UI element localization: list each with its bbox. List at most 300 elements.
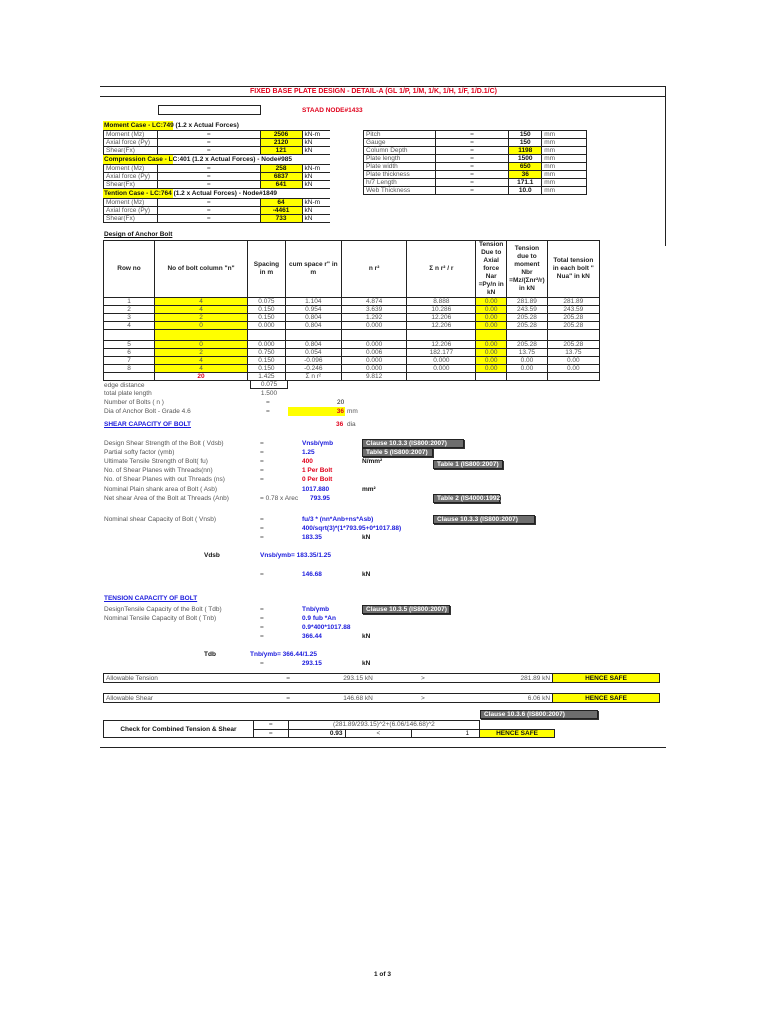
bolt-cell: 182.177 xyxy=(407,349,476,357)
shear-line-label: No. of Shear Planes with Threads(nn) xyxy=(104,467,213,474)
bolt-table-row xyxy=(104,330,600,341)
plate-prop-eq: = xyxy=(435,131,508,139)
bolt-cell: 0.000 xyxy=(341,341,407,349)
step-eq: = xyxy=(260,624,264,631)
force-row xyxy=(104,181,331,189)
bolt-count-value: 20 xyxy=(337,399,345,406)
bolt-cell: 0.000 xyxy=(341,365,407,373)
edge-distance-value: 0.075 xyxy=(250,381,288,389)
combined-eq2: = xyxy=(253,729,288,738)
bolt-cell: 8 xyxy=(104,365,155,373)
vdsb-formula: Vnsb/ymb= 183.35/1.25 xyxy=(260,552,332,559)
design-tensile-value: Tnb/γmb xyxy=(302,606,330,613)
edge-distance-label: edge distance xyxy=(104,382,145,389)
plate-prop-label: Gauge xyxy=(364,139,436,147)
bolt-cell: 0.000 xyxy=(341,322,407,330)
page-number: 1 of 3 xyxy=(374,971,391,978)
bolt-col-header: Spacing in m xyxy=(248,241,286,298)
plate-prop-label: h/7 Length xyxy=(364,179,436,187)
force-row xyxy=(104,199,331,207)
nominal-shear-label: Nominal shear Capacity of Bolt ( Vnsb) xyxy=(104,516,216,523)
step-eq: = xyxy=(260,525,264,532)
vdsb-value: 146.68 xyxy=(302,571,322,578)
check-result: HENCE SAFE xyxy=(553,674,660,683)
force-case-table xyxy=(103,164,330,189)
bolt-col-header: Row no xyxy=(104,241,155,298)
bolt-cell xyxy=(407,373,476,381)
shear-line-eq: = xyxy=(260,449,264,456)
bolt-cell: 0.00 xyxy=(476,365,507,373)
bolt-cell: 10.286 xyxy=(407,306,476,314)
plate-prop-unit: mm xyxy=(542,171,587,179)
bolt-cell: 2 xyxy=(155,349,248,357)
plate-length-value: 1.500 xyxy=(260,390,278,397)
force-case-title: Compression Case - LC:401 (1.2 x Actual Forces) - Node#985 xyxy=(103,155,333,164)
combined-result: HENCE SAFE xyxy=(480,729,555,738)
bolt-dia-label: Dia of Anchor Bolt - Grade 4.6 xyxy=(104,408,191,415)
bolt-cell: 0.00 xyxy=(547,365,599,373)
bolt-cell: 3 xyxy=(104,314,155,322)
plate-prop-unit: mm xyxy=(542,147,587,155)
bolt-cell: 205.28 xyxy=(547,314,599,322)
bolt-cell xyxy=(104,330,155,341)
force-unit: kN xyxy=(302,139,330,147)
plate-prop-value: 1198 xyxy=(509,147,542,155)
bolt-table-row xyxy=(104,322,600,330)
check-actual: 281.89 kN xyxy=(453,674,553,683)
bolt-cell: 243.59 xyxy=(547,306,599,314)
bolt-table-row xyxy=(104,341,600,349)
bolt-cell xyxy=(507,373,548,381)
bolt-cell: 0 xyxy=(155,322,248,330)
bolt-dia-eq: = xyxy=(266,408,270,415)
plate-properties-table xyxy=(363,130,587,195)
plate-prop-value: 10.0 xyxy=(509,187,542,195)
bolt-table-row xyxy=(104,306,600,314)
shear-line-eq: = xyxy=(260,440,264,447)
plate-prop-label: Web Thickness xyxy=(364,187,436,195)
vdsb-label: Vdsb xyxy=(204,552,220,559)
plate-prop-value: 1500 xyxy=(509,155,542,163)
force-eq: = xyxy=(157,215,260,223)
bolt-cell: 1.104 xyxy=(285,298,341,306)
tdb-formula: Tnb/ymb= 366.44/1.25 xyxy=(250,651,318,658)
combined-clause: Clause 10.3.6 (IS800:2007) xyxy=(480,710,598,719)
nominal-shear-clause: Clause 10.3.3 (IS800:2007) xyxy=(433,515,535,524)
force-unit: kN-m xyxy=(302,199,330,207)
shear-line-value: 0 Per Bolt xyxy=(302,476,333,483)
check-label: Allowable Shear xyxy=(104,694,254,703)
anchor-bolt-heading: Design of Anchor Bolt xyxy=(104,231,173,238)
shear-dia-unit: dia xyxy=(347,421,356,428)
shear-heading: SHEAR CAPACITY OF BOLT xyxy=(104,421,192,428)
plate-prop-unit: mm xyxy=(542,131,587,139)
bolt-cell: 0.000 xyxy=(248,322,286,330)
bolt-cell: 0.00 xyxy=(507,357,548,365)
force-label: Shear(Fx) xyxy=(104,147,158,155)
shear-line-value: 1 Per Bolt xyxy=(302,467,333,474)
bolt-cell: 0.00 xyxy=(476,314,507,322)
force-cases-table xyxy=(103,121,333,223)
bolt-cell: 9.812 xyxy=(341,373,407,381)
force-eq: = xyxy=(157,165,260,173)
bolt-cell: 20 xyxy=(155,373,248,381)
bolt-cell: 4 xyxy=(155,298,248,306)
bolt-table-row xyxy=(104,373,600,381)
force-label: Moment (Mz) xyxy=(104,199,158,207)
plate-prop-row xyxy=(364,147,587,155)
force-eq: = xyxy=(157,199,260,207)
combined-value: 0.93 xyxy=(288,729,345,738)
bolt-col-header: Σ n r² / r xyxy=(407,241,476,298)
plate-prop-eq: = xyxy=(435,179,508,187)
check-label: Allowable Tension xyxy=(104,674,254,683)
shear-line-clause: Table 2 (IS4000:1992) xyxy=(433,494,500,503)
tdb-value: 293.15 xyxy=(302,660,322,667)
force-value: 258 xyxy=(260,165,302,173)
force-label: Shear(Fx) xyxy=(104,181,158,189)
bolt-cell xyxy=(507,330,548,341)
bolt-cell: 0.00 xyxy=(476,306,507,314)
bolt-cell: 2 xyxy=(104,306,155,314)
step-value: 0.9 fub *An xyxy=(302,615,336,622)
shear-line-clause: Table 5 (IS800:2007) xyxy=(362,448,433,457)
combined-limit: 1 xyxy=(412,729,480,738)
force-eq: = xyxy=(157,181,260,189)
bolt-cell: 0.006 xyxy=(341,349,407,357)
tdb-eq: = xyxy=(260,660,264,667)
force-row xyxy=(104,131,331,139)
allowable-check-row xyxy=(103,693,660,703)
bolt-header-row xyxy=(104,241,600,298)
force-label: Axial force (Py) xyxy=(104,207,158,215)
plate-prop-value: 150 xyxy=(509,139,542,147)
shear-dia: 36 xyxy=(336,421,344,428)
bolt-cell: 2 xyxy=(155,314,248,322)
bolt-table-row xyxy=(104,349,600,357)
bolt-cell xyxy=(476,330,507,341)
force-value: 64 xyxy=(260,199,302,207)
combined-label: Check for Combined Tension & Shear xyxy=(104,721,254,738)
force-label: Axial force (Py) xyxy=(104,173,158,181)
bolt-cell: 0.00 xyxy=(507,365,548,373)
bolt-cell: 0.150 xyxy=(248,314,286,322)
bolt-col-header: Total tension in each bolt " Nua" in kN xyxy=(547,241,599,298)
plate-length-label: total plate length xyxy=(104,390,152,397)
bolt-cell: 0.00 xyxy=(476,349,507,357)
force-row xyxy=(104,215,331,223)
tdb-label: Tdb xyxy=(204,651,216,658)
allowable-check-tr xyxy=(104,674,660,683)
force-unit: kN xyxy=(302,173,330,181)
force-case-table xyxy=(103,198,330,223)
plate-prop-row xyxy=(364,171,587,179)
bolt-count-eq: = xyxy=(266,399,270,406)
bolt-summary xyxy=(0,381,768,417)
vdsb-eq: = xyxy=(260,571,264,578)
bolt-table-row xyxy=(104,314,600,322)
plate-prop-eq: = xyxy=(435,171,508,179)
vdsb-unit: kN xyxy=(362,571,371,578)
combined-eq1: = xyxy=(253,721,288,730)
check-op: > xyxy=(393,674,453,683)
bolt-col-header: No of bolt column "n" xyxy=(155,241,248,298)
shear-line-label: Ultimate Tensile Strength of Bolt( fu) xyxy=(104,458,208,465)
bolt-cell: 0.750 xyxy=(248,349,286,357)
plate-prop-row xyxy=(364,131,587,139)
bolt-cell xyxy=(547,373,599,381)
shear-line-value: 1.25 xyxy=(302,449,315,456)
plate-prop-unit: mm xyxy=(542,187,587,195)
check-op: > xyxy=(393,694,453,703)
allowable-check-tr xyxy=(104,694,660,703)
force-unit: kN xyxy=(302,147,330,155)
design-tensile-label: DesignTensile Capacity of the Bolt ( Tdb) xyxy=(104,606,222,613)
right-border xyxy=(665,86,666,246)
plate-prop-row xyxy=(364,163,587,171)
force-value: 733 xyxy=(260,215,302,223)
bolt-cell: 13.75 xyxy=(507,349,548,357)
force-row xyxy=(104,173,331,181)
bolt-cell: 3.639 xyxy=(341,306,407,314)
force-row xyxy=(104,207,331,215)
force-case-table xyxy=(103,130,330,155)
shear-line-clause: Table 1 (IS800:2007) xyxy=(433,460,503,469)
bolt-cell: 12.206 xyxy=(407,341,476,349)
plate-prop-unit: mm xyxy=(542,139,587,147)
bolt-table-row xyxy=(104,298,600,306)
bolt-cell xyxy=(547,330,599,341)
plate-prop-label: Column Depth xyxy=(364,147,436,155)
bolt-cell: 0.00 xyxy=(476,341,507,349)
bolt-cell: 12.206 xyxy=(407,314,476,322)
force-value: -4461 xyxy=(260,207,302,215)
bolt-cell: 1 xyxy=(104,298,155,306)
bolt-cell: -0.246 xyxy=(285,365,341,373)
force-unit: kN xyxy=(302,207,330,215)
shear-line-eq: = xyxy=(260,458,264,465)
force-value: 121 xyxy=(260,147,302,155)
step-eq: = xyxy=(260,534,264,541)
plate-prop-eq: = xyxy=(435,147,508,155)
bottom-rule xyxy=(100,747,666,748)
force-case-title: Tention Case - LC:764 (1.2 x Actual Forces) - Node#1849 xyxy=(103,189,333,198)
bolt-cell: 0 xyxy=(155,341,248,349)
bolt-cell: 0.00 xyxy=(476,322,507,330)
force-label: Axial force (Py) xyxy=(104,139,158,147)
force-case-title: Moment Case - LC:749 (1.2 x Actual Forces) xyxy=(103,121,333,130)
bolt-col-header: Tension due to moment Nbr =Mz/(Σnr²/r) in kN xyxy=(507,241,548,298)
bolt-cell: 0.000 xyxy=(341,357,407,365)
bolt-cell: 243.59 xyxy=(507,306,548,314)
bolt-cell: 0.054 xyxy=(285,349,341,357)
bolt-cell: 4 xyxy=(155,306,248,314)
bolt-cell: 205.28 xyxy=(507,341,548,349)
plate-prop-label: Plate thickness xyxy=(364,171,436,179)
plate-prop-value: 171.1 xyxy=(509,179,542,187)
bolt-cell: 0.00 xyxy=(476,298,507,306)
step-unit: kN xyxy=(362,633,371,640)
force-eq: = xyxy=(157,207,260,215)
bolt-cell: 1.425 xyxy=(248,373,286,381)
bolt-cell: 8.888 xyxy=(407,298,476,306)
bolt-count-label: Number of Bolts ( n ) xyxy=(104,399,164,406)
plate-prop-eq: = xyxy=(435,187,508,195)
shear-line-eq: = 0.78 x Arec xyxy=(260,495,299,502)
step-value: 366.44 xyxy=(302,633,322,640)
plate-prop-eq: = xyxy=(435,139,508,147)
bolt-cell: 4 xyxy=(155,365,248,373)
tdb-unit: kN xyxy=(362,660,371,667)
bolt-dia-unit: mm xyxy=(347,408,358,415)
bolt-cell: 0.804 xyxy=(285,322,341,330)
bolt-cell: 281.89 xyxy=(507,298,548,306)
force-label: Moment (Mz) xyxy=(104,165,158,173)
plate-prop-unit: mm xyxy=(542,163,587,171)
bolt-cell xyxy=(285,330,341,341)
shear-line-label: Nominal Plain shank area of Bolt ( Asb) xyxy=(104,486,218,493)
bolt-cell: 0.00 xyxy=(547,357,599,365)
combined-op: < xyxy=(345,729,412,738)
force-row xyxy=(104,165,331,173)
shear-line-label: Design Shear Strength of the Bolt ( Vdsb) xyxy=(104,440,224,447)
shear-line-value: Vnsb/γmb xyxy=(302,440,334,447)
combined-check-table xyxy=(103,720,555,738)
plate-prop-label: Pitch xyxy=(364,131,436,139)
shear-line-label: Net shear Area of the Bolt at Threads (Anb) xyxy=(104,495,229,502)
step-value: 400/sqrt(3)*(1*793.95+0*1017.88) xyxy=(302,525,402,532)
bolt-cell: 1.292 xyxy=(341,314,407,322)
bolt-cell: 205.28 xyxy=(547,341,599,349)
force-eq: = xyxy=(157,147,260,155)
step-value: 0.9*400*1017.88 xyxy=(302,624,351,631)
force-eq: = xyxy=(157,173,260,181)
force-eq: = xyxy=(157,139,260,147)
plate-prop-row xyxy=(364,155,587,163)
plate-prop-row xyxy=(364,139,587,147)
plate-prop-eq: = xyxy=(435,163,508,171)
bolt-cell: 205.28 xyxy=(547,322,599,330)
bolt-cell: 0.954 xyxy=(285,306,341,314)
step-value: fu/3 * (nn*Anb+ns*Asb) xyxy=(302,516,374,523)
combined-formula: (281.89/293.15)^2+(6.06/146.68)^2 xyxy=(288,721,479,730)
nominal-tensile-label: Nominal Tensile Capacity of Bolt ( Tnb) xyxy=(104,615,217,622)
bolt-cell: 281.89 xyxy=(547,298,599,306)
bolt-cell xyxy=(341,330,407,341)
bolt-cell: 13.75 xyxy=(547,349,599,357)
check-allow: 293.15 kN xyxy=(323,674,393,683)
force-label: Shear(Fx) xyxy=(104,215,158,223)
plate-prop-row xyxy=(364,179,587,187)
shear-line-eq: = xyxy=(260,476,264,483)
check-actual: 6.06 kN xyxy=(453,694,553,703)
bolt-cell: 0.804 xyxy=(285,314,341,322)
plate-prop-eq: = xyxy=(435,155,508,163)
bolt-cell: 0.00 xyxy=(476,357,507,365)
check-result: HENCE SAFE xyxy=(553,694,660,703)
force-value: 2120 xyxy=(260,139,302,147)
bolt-col-header: cum space r" in m xyxy=(285,241,341,298)
plate-prop-unit: mm xyxy=(542,179,587,187)
bolt-cell: 4 xyxy=(104,322,155,330)
design-tensile-clause: Clause 10.3.5 (IS800:2007) xyxy=(362,605,450,614)
force-label: Moment (Mz) xyxy=(104,131,158,139)
blank-input-box xyxy=(158,105,261,115)
bolt-cell: Σ n r² xyxy=(285,373,341,381)
force-value: 6837 xyxy=(260,173,302,181)
shear-line-value: 1017.880 xyxy=(302,486,330,493)
plate-prop-row xyxy=(364,187,587,195)
bolt-cell: 0.000 xyxy=(407,365,476,373)
shear-line-unit: mm² xyxy=(362,486,376,493)
force-eq: = xyxy=(157,131,260,139)
step-eq: = xyxy=(260,516,264,523)
bolt-cell: 0.150 xyxy=(248,365,286,373)
design-tensile-eq: = xyxy=(260,606,264,613)
force-row xyxy=(104,139,331,147)
force-unit: kN-m xyxy=(302,131,330,139)
check-eq: = xyxy=(253,674,323,683)
bolt-cell: 12.206 xyxy=(407,322,476,330)
bolt-col-header: Tension Due to Axial force Nar =Py/n in kN xyxy=(476,241,507,298)
step-eq: = xyxy=(260,615,264,622)
force-unit: kN-m xyxy=(302,165,330,173)
shear-line-value: 793.95 xyxy=(310,495,330,502)
bolt-cell: 205.28 xyxy=(507,322,548,330)
page-title: FIXED BASE PLATE DESIGN - DETAIL-A (GL 1/P, 1/M, 1/K, 1/H, 1/F, 1/D.1/C) xyxy=(250,88,497,95)
plate-prop-label: Plate width xyxy=(364,163,436,171)
bolt-cell: 4 xyxy=(155,357,248,365)
shear-line-label: Partial softy factor (γmb) xyxy=(104,449,175,456)
bolt-cell: 0.150 xyxy=(248,306,286,314)
check-allow: 146.68 kN xyxy=(323,694,393,703)
bolt-col-header: n r² xyxy=(341,241,407,298)
bolt-cell: 0.000 xyxy=(248,341,286,349)
bolt-cell: 0.075 xyxy=(248,298,286,306)
bolt-table-row xyxy=(104,357,600,365)
anchor-bolt-table xyxy=(103,240,600,381)
shear-line-value: 400 xyxy=(302,458,313,465)
force-unit: kN xyxy=(302,181,330,189)
plate-prop-value: 36 xyxy=(509,171,542,179)
force-unit: kN xyxy=(302,215,330,223)
bolt-dia-value: 36 xyxy=(288,407,345,416)
check-eq: = xyxy=(253,694,323,703)
combined-spacer xyxy=(480,721,555,730)
plate-prop-unit: mm xyxy=(542,155,587,163)
shear-line-eq: = xyxy=(260,467,264,474)
bolt-cell: 0.150 xyxy=(248,357,286,365)
shear-line-unit: N/mm² xyxy=(362,458,383,465)
step-eq: = xyxy=(260,633,264,640)
step-value: 183.35 xyxy=(302,534,322,541)
force-value: 641 xyxy=(260,181,302,189)
bolt-cell: 7 xyxy=(104,357,155,365)
plate-prop-value: 650 xyxy=(509,163,542,171)
bolt-cell: 5 xyxy=(104,341,155,349)
plate-prop-value: 150 xyxy=(509,131,542,139)
tension-heading: TENSION CAPACITY OF BOLT xyxy=(104,595,198,602)
allowable-check-row xyxy=(103,673,660,683)
staad-node: STAAD NODE#1433 xyxy=(302,107,363,114)
bolt-cell: 6 xyxy=(104,349,155,357)
plate-prop-label: Plate length xyxy=(364,155,436,163)
bolt-cell: 205.28 xyxy=(507,314,548,322)
step-unit: kN xyxy=(362,534,371,541)
bolt-cell xyxy=(476,373,507,381)
force-row xyxy=(104,147,331,155)
bolt-table-row xyxy=(104,365,600,373)
